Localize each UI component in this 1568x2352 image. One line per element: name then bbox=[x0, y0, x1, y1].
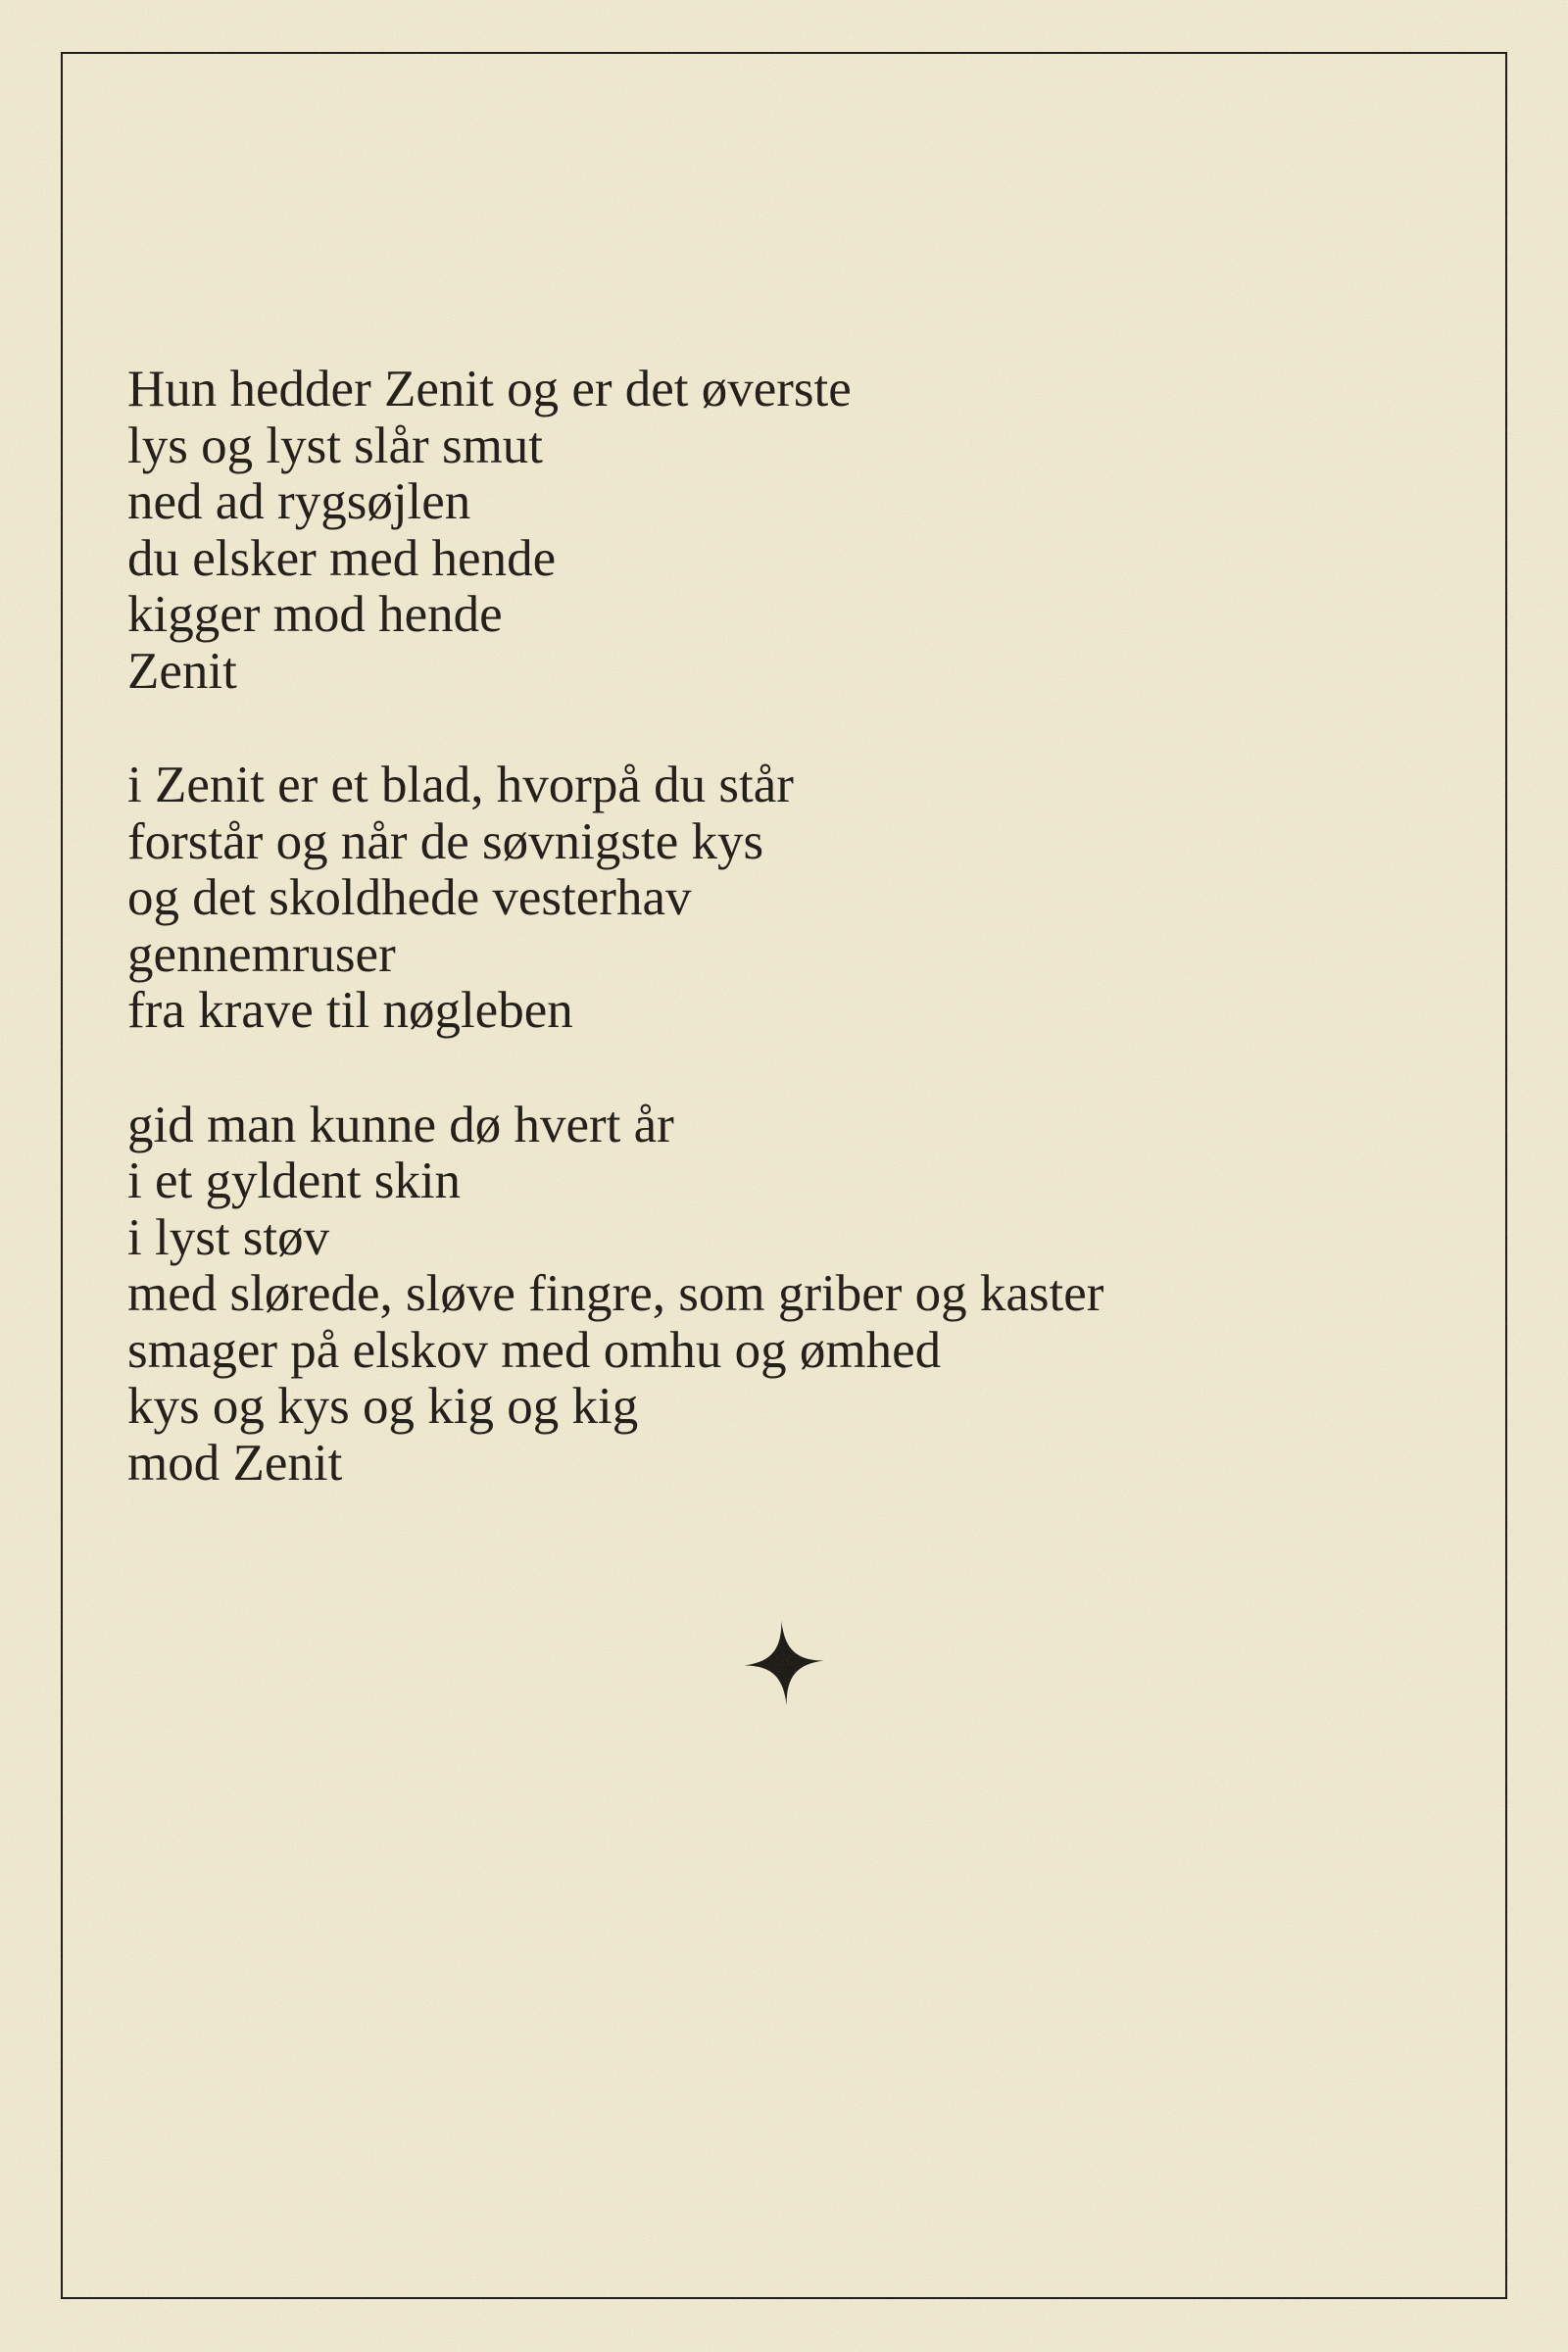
poem-line: gid man kunne dø hvert år bbox=[127, 1096, 674, 1153]
poem-line: i et gyldent skin bbox=[127, 1152, 462, 1209]
poem-line: gennemruser bbox=[127, 925, 396, 983]
poem-line: kys og kys og kig og kig bbox=[127, 1378, 639, 1435]
poem-line: smager på elskov med omhu og ømhed bbox=[127, 1321, 942, 1379]
poem-line: Hun hedder Zenit og er det øverste bbox=[127, 361, 852, 417]
poem-line: du elsker med hende bbox=[127, 529, 557, 587]
poem-line: kigger mod hende bbox=[127, 586, 503, 643]
poem-line: forstår og når de søvnigste kys bbox=[127, 812, 764, 870]
poem-line: fra krave til nøgleben bbox=[127, 982, 573, 1039]
poem-line: mod Zenit bbox=[127, 1434, 343, 1492]
poem-stanza bbox=[127, 1098, 1103, 1493]
star-ornament bbox=[730, 1609, 838, 1717]
poem-line: Zenit bbox=[127, 642, 237, 700]
poem-stanza bbox=[127, 758, 1103, 1040]
poem-line: med slørede, sløve fingre, som griber og kaster bbox=[127, 1265, 1104, 1322]
poem-stanza bbox=[127, 362, 1103, 700]
poem-text bbox=[127, 362, 1103, 1492]
poem-line: i Zenit er et blad, hvorpå du står bbox=[127, 757, 794, 813]
poem-line: i lyst støv bbox=[127, 1208, 330, 1266]
poem-line: og det skoldhede vesterhav bbox=[127, 869, 692, 926]
poem-line: lys og lyst slår smut bbox=[127, 416, 544, 474]
poem-line: ned ad rygsøjlen bbox=[127, 473, 471, 530]
four-pointed-star-icon bbox=[727, 1606, 842, 1721]
